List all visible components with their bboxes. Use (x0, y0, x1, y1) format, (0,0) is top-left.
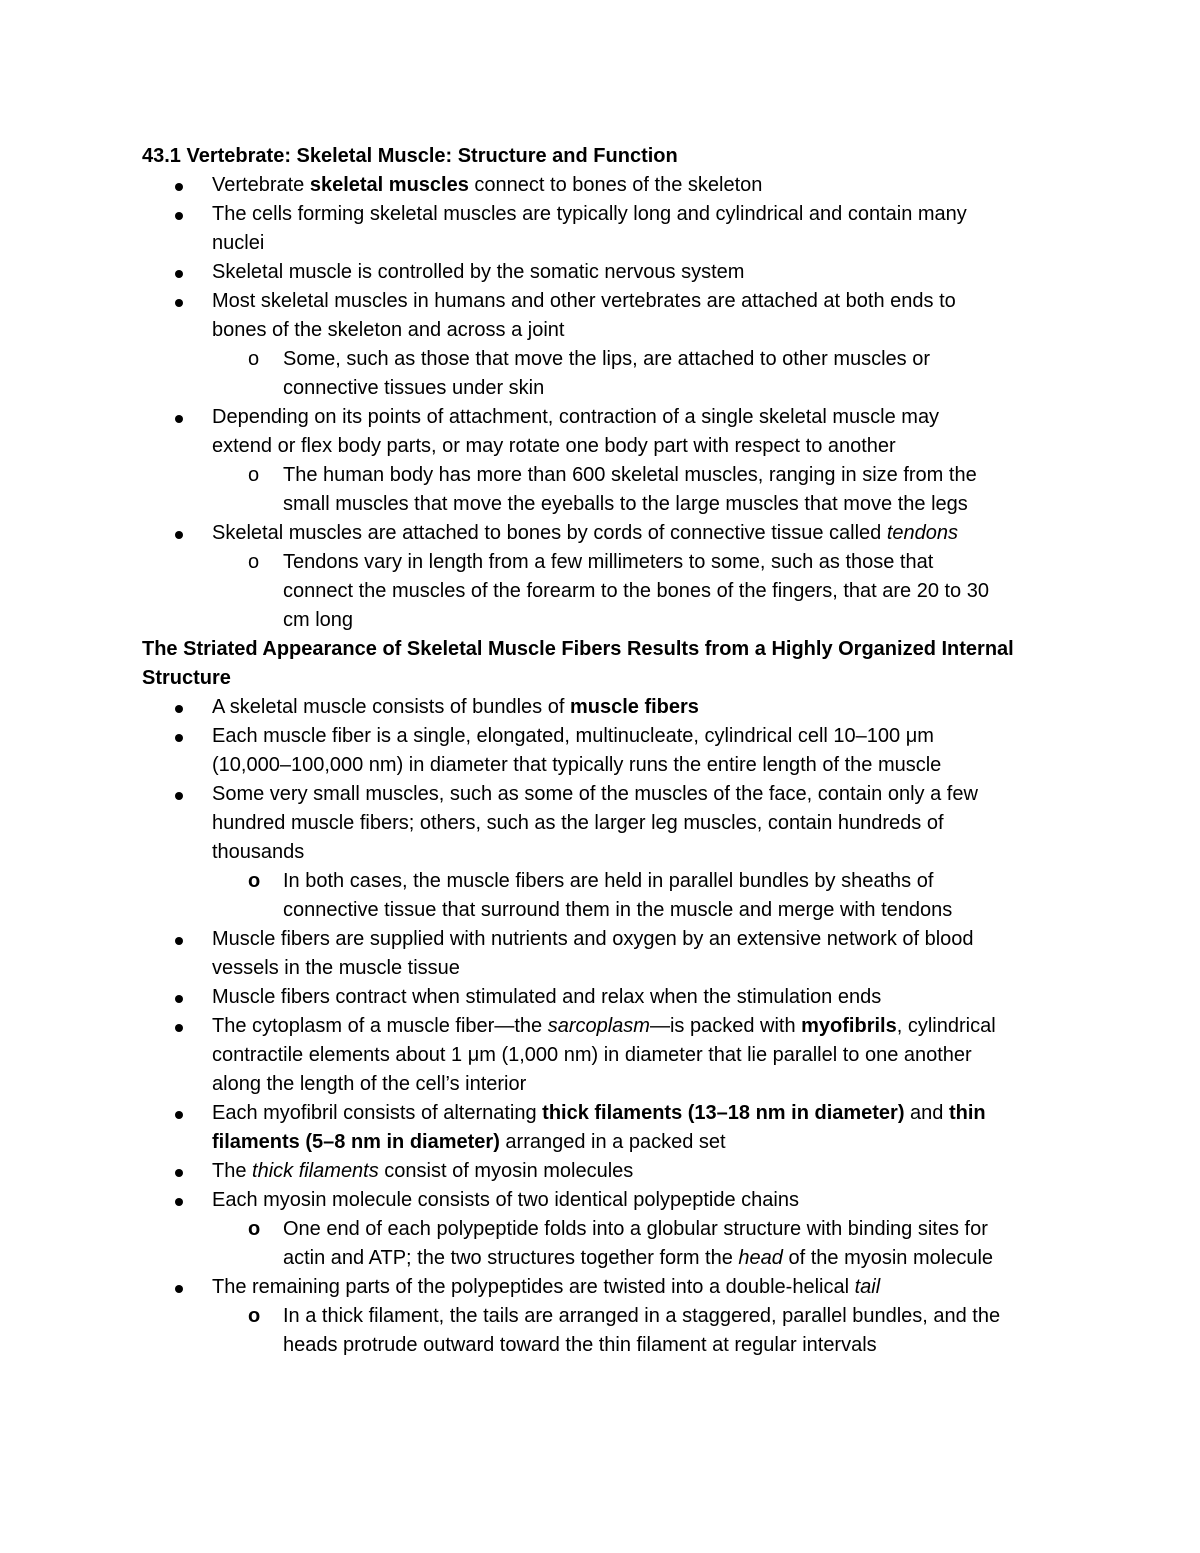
italic-term: thick filaments (252, 1160, 379, 1182)
text: One end of each polypeptide folds into a globular structure with binding sites for (283, 1218, 988, 1240)
sub-bullet-item (142, 1302, 1067, 1360)
sub-bullet-icon: o (248, 870, 261, 892)
text: contractile elements about 1 μm (1,000 nm) in diameter that lie parallel to one another (212, 1044, 972, 1066)
text: Most skeletal muscles in humans and other vertebrates are attached at both ends to (212, 290, 956, 312)
text: A skeletal muscle consists of bundles of (212, 696, 570, 718)
text: extend or flex body parts, or may rotate one body part with respect to another (212, 435, 896, 457)
text: along the length of the cell’s interior (212, 1073, 527, 1095)
text: Tendons vary in length from a few millimeters to some, such as those that (283, 551, 934, 573)
text: Skeletal muscle is controlled by the somatic nervous system (212, 261, 745, 283)
section-title: The Striated Appearance of Skeletal Muscle Fibers Results from a Highly Organized Internal (142, 638, 1014, 660)
text: Some, such as those that move the lips, are attached to other muscles or (283, 348, 931, 370)
text: Depending on its points of attachment, contraction of a single skeletal muscle may (212, 406, 940, 428)
sub-bullet-icon: o (248, 348, 260, 370)
text: heads protrude outward toward the thin filament at regular intervals (283, 1334, 877, 1356)
text: connect the muscles of the forearm to the bones of the fingers, that are 20 to 30 (283, 580, 989, 602)
sub-bullet-icon: o (248, 551, 260, 573)
text: Muscle fibers are supplied with nutrients and oxygen by an extensive network of blood (212, 928, 974, 950)
bullet-item (142, 1186, 1067, 1215)
bullet-icon (175, 415, 183, 423)
text: —is packed with (649, 1015, 802, 1037)
bullet-icon (175, 1169, 183, 1177)
bullet-icon (175, 1111, 183, 1119)
text: The (212, 1160, 253, 1182)
text: Each muscle fiber is a single, elongated, multinucleate, cylindrical cell 10–100 μm (212, 725, 934, 747)
sub-bullet-item (142, 461, 1067, 519)
text: , cylindrical (896, 1015, 996, 1037)
text: connective tissue that surround them in the muscle and merge with tendons (283, 899, 953, 921)
bullet-icon (175, 212, 183, 220)
text: and (904, 1102, 949, 1124)
bullet-icon (175, 1285, 183, 1293)
bullet-item (142, 258, 1067, 287)
sub-bullet-icon: o (248, 1305, 261, 1327)
section-title: Structure (142, 667, 231, 689)
italic-term: sarcoplasm (547, 1015, 650, 1037)
bold-term: skeletal muscles (309, 174, 469, 196)
bullet-item (142, 519, 1067, 548)
bold-term: myofibrils (801, 1015, 897, 1037)
bullet-icon (175, 531, 183, 539)
text: bones of the skeleton and across a joint (212, 319, 565, 341)
bullet-icon (175, 937, 183, 945)
bullet-item (142, 287, 1067, 345)
bullet-item (142, 780, 1067, 867)
bullet-icon (175, 183, 183, 191)
text: consist of myosin molecules (378, 1160, 634, 1182)
bold-term: thin (948, 1102, 986, 1124)
bullet-icon (175, 1198, 183, 1206)
text: small muscles that move the eyeballs to the large muscles that move the legs (283, 493, 968, 515)
italic-term: tail (854, 1276, 881, 1298)
text: The human body has more than 600 skeletal muscles, ranging in size from the (283, 464, 977, 486)
text: The cells forming skeletal muscles are typically long and cylindrical and contain many (212, 203, 967, 225)
text: (10,000–100,000 nm) in diameter that typically runs the entire length of the muscle (212, 754, 942, 776)
bullet-item (142, 1099, 1067, 1157)
text: Muscle fibers contract when stimulated and relax when the stimulation ends (212, 986, 882, 1008)
bullet-icon (175, 270, 183, 278)
text: Some very small muscles, such as some of the muscles of the face, contain only a few (212, 783, 978, 805)
bullet-item (142, 1012, 1067, 1099)
text: arranged in a packed set (499, 1131, 726, 1153)
sub-bullet-item (142, 345, 1067, 403)
bullet-icon (175, 705, 183, 713)
sub-bullet-icon: o (248, 464, 260, 486)
bullet-icon (175, 734, 183, 742)
bullet-item (142, 200, 1067, 258)
bullet-item (142, 983, 1067, 1012)
text: of the myosin molecule (782, 1247, 994, 1269)
sub-bullet-item (142, 1215, 1067, 1273)
bullet-icon (175, 1024, 183, 1032)
sub-bullet-item (142, 867, 1067, 925)
bullet-item (142, 171, 1067, 200)
text: hundred muscle fibers; others, such as the larger leg muscles, contain hundreds of (212, 812, 944, 834)
text: In a thick filament, the tails are arranged in a staggered, parallel bundles, and the (283, 1305, 1001, 1327)
text: The cytoplasm of a muscle fiber—the (212, 1015, 548, 1037)
document-page (142, 142, 1067, 1360)
bullet-item (142, 1273, 1067, 1302)
text: In both cases, the muscle fibers are held in parallel bundles by sheaths of (283, 870, 934, 892)
sub-bullet-icon: o (248, 1218, 261, 1240)
text: Each myofibril consists of alternating (212, 1102, 543, 1124)
text: cm long (283, 609, 354, 631)
text: thousands (212, 841, 305, 863)
bullet-item (142, 1157, 1067, 1186)
bullet-item (142, 403, 1067, 461)
text: Skeletal muscles are attached to bones by cords of connective tissue called (212, 522, 887, 544)
sub-bullet-item (142, 548, 1067, 635)
bullet-icon (175, 299, 183, 307)
bullet-icon (175, 792, 183, 800)
text: actin and ATP; the two structures together form the (283, 1247, 739, 1269)
bullet-item (142, 722, 1067, 780)
text: Vertebrate (212, 174, 310, 196)
italic-term: head (738, 1247, 783, 1269)
bullet-item (142, 693, 1067, 722)
text: connective tissues under skin (283, 377, 545, 399)
bold-term: filaments (5–8 nm in diameter) (212, 1131, 500, 1153)
text: vessels in the muscle tissue (212, 957, 460, 979)
text: The remaining parts of the polypeptides are twisted into a double-helical (212, 1276, 855, 1298)
text: Each myosin molecule consists of two identical polypeptide chains (212, 1189, 799, 1211)
text: nuclei (212, 232, 265, 254)
bold-term: muscle fibers (569, 696, 699, 718)
bullet-item (142, 925, 1067, 983)
text: connect to bones of the skeleton (468, 174, 763, 196)
section-title: 43.1 Vertebrate: Skeletal Muscle: Structure and Function (142, 145, 678, 167)
bullet-icon (175, 995, 183, 1003)
bold-term: thick filaments (13–18 nm in diameter) (542, 1102, 905, 1124)
italic-term: tendons (886, 522, 958, 544)
